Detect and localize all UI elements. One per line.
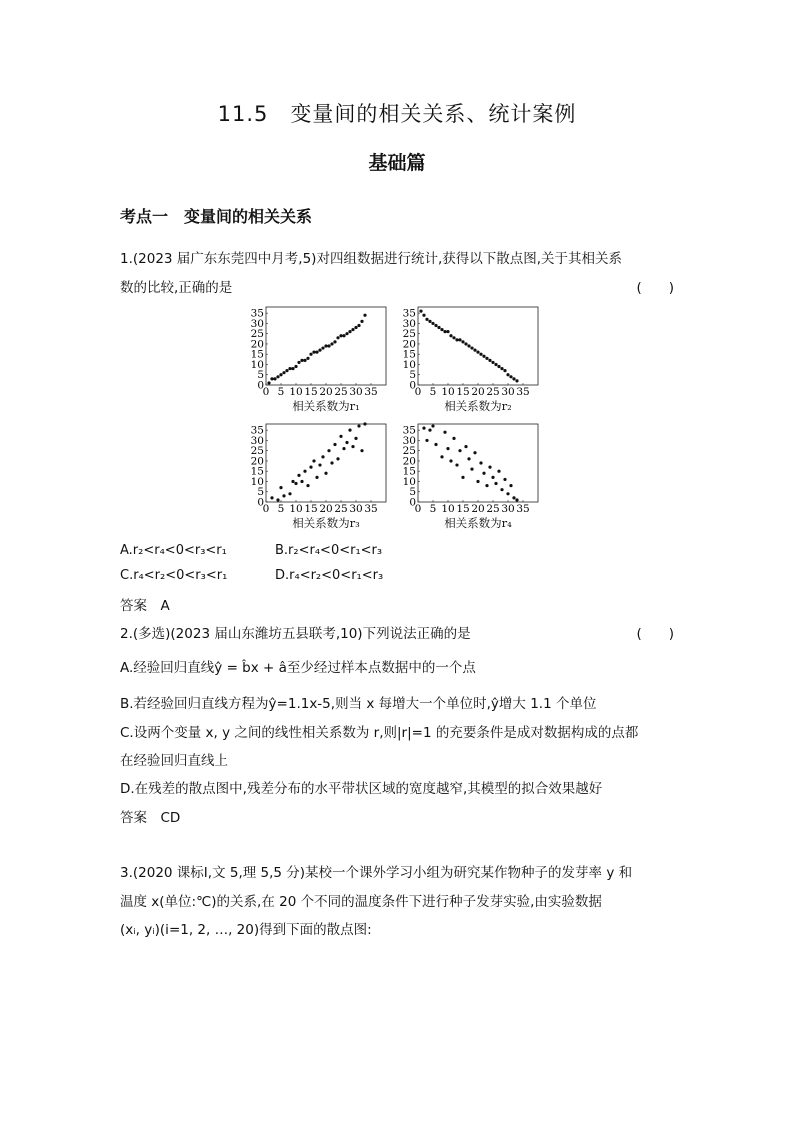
y-tick-label: 30 bbox=[402, 434, 416, 447]
y-tick-label: 15 bbox=[402, 465, 416, 478]
x-tick-label: 5 bbox=[277, 503, 285, 515]
data-point bbox=[321, 455, 324, 458]
data-point bbox=[503, 478, 506, 481]
data-point bbox=[276, 498, 279, 501]
data-point bbox=[437, 326, 440, 329]
data-point bbox=[270, 377, 273, 380]
q1-option-b: B.r₂<r₄<0<r₁<r₃ bbox=[275, 543, 383, 558]
data-point bbox=[506, 373, 509, 376]
y-tick-label: 10 bbox=[402, 475, 416, 488]
caption-r1: 相关系数为r₁ bbox=[292, 399, 360, 413]
q1-option-a: A.r₂<r₄<0<r₃<r₁ bbox=[120, 543, 227, 558]
x-tick-label: 30 bbox=[349, 503, 363, 515]
data-point bbox=[440, 328, 443, 331]
data-point bbox=[494, 363, 497, 366]
data-point bbox=[363, 314, 366, 317]
y-tick-label: 15 bbox=[402, 348, 416, 361]
data-point bbox=[461, 476, 464, 479]
data-point bbox=[333, 340, 336, 343]
q1-stem-line2: 数的比较,正确的是 bbox=[120, 280, 233, 296]
data-point bbox=[425, 439, 428, 442]
data-point bbox=[327, 449, 330, 452]
q3-line1: 3.(2020 课标Ⅰ,文 5,理 5,5 分)某校一个课外学习小组为研究某作物种子的发芽率 y 和 bbox=[120, 865, 633, 881]
y-tick-label: 10 bbox=[402, 358, 416, 371]
data-point bbox=[312, 351, 315, 354]
data-point bbox=[470, 468, 473, 471]
data-point bbox=[509, 484, 512, 487]
data-point bbox=[360, 449, 363, 452]
x-tick-label: 0 bbox=[262, 503, 270, 515]
q2-option-c-line1: C.设两个变量 x, y 之间的线性相关系数为 r,则|r|=1 的充要条件是成对数据构成的点都 bbox=[120, 725, 639, 741]
data-point bbox=[273, 377, 276, 380]
data-point bbox=[345, 332, 348, 335]
data-point bbox=[434, 443, 437, 446]
data-point bbox=[327, 344, 330, 347]
data-point bbox=[276, 375, 279, 378]
data-point bbox=[303, 359, 306, 362]
x-tick-label: 15 bbox=[456, 386, 470, 398]
data-point bbox=[485, 357, 488, 360]
data-point bbox=[279, 373, 282, 376]
data-point bbox=[294, 365, 297, 368]
data-point bbox=[488, 359, 491, 362]
plot-frame bbox=[266, 424, 386, 502]
data-point bbox=[282, 371, 285, 374]
data-point bbox=[467, 344, 470, 347]
x-tick-label: 20 bbox=[471, 386, 485, 398]
x-tick-label: 25 bbox=[334, 386, 348, 398]
y-tick-label: 30 bbox=[402, 317, 416, 330]
data-point bbox=[279, 486, 282, 489]
data-point bbox=[431, 322, 434, 325]
data-point bbox=[512, 377, 515, 380]
data-point bbox=[473, 451, 476, 454]
scatter-svg-4 bbox=[402, 424, 538, 515]
q1-option-c: C.r₄<r₂<0<r₃<r₁ bbox=[120, 568, 228, 583]
data-point bbox=[330, 342, 333, 345]
x-tick-label: 30 bbox=[501, 386, 515, 398]
y-tick-label: 5 bbox=[257, 369, 264, 382]
scatter-plot-r3 bbox=[250, 424, 386, 515]
data-point bbox=[282, 494, 285, 497]
data-point bbox=[446, 447, 449, 450]
data-point bbox=[309, 466, 312, 469]
y-tick-label: 0 bbox=[409, 379, 416, 392]
y-tick-label: 0 bbox=[257, 379, 264, 392]
data-point bbox=[351, 445, 354, 448]
q2-option-c-line2: 在经验回归直线上 bbox=[120, 753, 228, 769]
data-point bbox=[339, 435, 342, 438]
caption-r4: 相关系数为r₄ bbox=[444, 516, 512, 530]
y-tick-label: 35 bbox=[250, 424, 264, 437]
x-tick-label: 30 bbox=[349, 386, 363, 398]
data-point bbox=[342, 447, 345, 450]
data-point bbox=[297, 474, 300, 477]
q2-stem: 2.(多选)(2023 届山东潍坊五县联考,10)下列说法正确的是 bbox=[120, 626, 471, 642]
y-tick-label: 5 bbox=[257, 486, 264, 499]
data-point bbox=[422, 314, 425, 317]
data-point bbox=[503, 369, 506, 372]
data-point bbox=[476, 480, 479, 483]
y-tick-label: 5 bbox=[409, 486, 416, 499]
data-point bbox=[309, 353, 312, 356]
y-tick-label: 10 bbox=[250, 475, 264, 488]
y-tick-label: 20 bbox=[402, 455, 416, 468]
data-point bbox=[336, 457, 339, 460]
data-point bbox=[348, 429, 351, 432]
scatter-plot-r2 bbox=[402, 307, 538, 398]
data-point bbox=[419, 310, 422, 313]
x-tick-label: 5 bbox=[277, 386, 285, 398]
y-tick-label: 20 bbox=[250, 455, 264, 468]
data-point bbox=[333, 443, 336, 446]
x-tick-label: 25 bbox=[486, 503, 500, 515]
data-point bbox=[449, 459, 452, 462]
y-tick-label: 25 bbox=[250, 445, 264, 458]
x-tick-label: 20 bbox=[319, 386, 333, 398]
data-point bbox=[464, 445, 467, 448]
scatter-plot-r1 bbox=[250, 307, 386, 398]
data-point bbox=[300, 359, 303, 362]
data-point bbox=[363, 422, 366, 425]
data-point bbox=[458, 338, 461, 341]
x-tick-label: 20 bbox=[471, 503, 485, 515]
x-tick-label: 35 bbox=[364, 386, 378, 398]
y-tick-label: 15 bbox=[250, 348, 264, 361]
x-tick-label: 10 bbox=[289, 386, 303, 398]
data-point bbox=[285, 369, 288, 372]
data-point bbox=[303, 470, 306, 473]
data-point bbox=[449, 334, 452, 337]
data-point bbox=[348, 330, 351, 333]
data-point bbox=[351, 328, 354, 331]
data-point bbox=[428, 320, 431, 323]
y-tick-label: 30 bbox=[250, 434, 264, 447]
data-point bbox=[479, 353, 482, 356]
q2-option-b: B.若经验回归直线方程为ŷ=1.1x-5,则当 x 每增大一个单位时,ŷ增大 1.1 个单位 bbox=[120, 696, 597, 712]
data-point bbox=[497, 365, 500, 368]
y-tick-label: 25 bbox=[250, 328, 264, 341]
y-tick-label: 15 bbox=[250, 465, 264, 478]
plot-frame bbox=[418, 307, 538, 385]
data-point bbox=[422, 427, 425, 430]
x-tick-label: 0 bbox=[414, 386, 422, 398]
q1-answer-paren: ( ) bbox=[636, 280, 674, 296]
data-point bbox=[488, 466, 491, 469]
data-point bbox=[321, 346, 324, 349]
data-point bbox=[446, 330, 449, 333]
y-tick-label: 30 bbox=[250, 317, 264, 330]
data-point bbox=[330, 461, 333, 464]
y-tick-label: 35 bbox=[250, 307, 264, 320]
y-tick-label: 5 bbox=[409, 369, 416, 382]
data-point bbox=[452, 437, 455, 440]
y-tick-label: 20 bbox=[402, 338, 416, 351]
data-point bbox=[500, 367, 503, 370]
data-point bbox=[288, 492, 291, 495]
x-tick-label: 10 bbox=[289, 503, 303, 515]
x-tick-label: 25 bbox=[486, 386, 500, 398]
data-point bbox=[512, 496, 515, 499]
data-point bbox=[500, 488, 503, 491]
q1-option-d: D.r₄<r₂<0<r₁<r₃ bbox=[275, 568, 384, 583]
data-point bbox=[455, 463, 458, 466]
y-tick-label: 25 bbox=[402, 445, 416, 458]
y-tick-label: 0 bbox=[409, 496, 416, 509]
section-heading: 考点一 变量间的相关关系 bbox=[120, 207, 313, 226]
data-point bbox=[291, 480, 294, 483]
data-point bbox=[306, 357, 309, 360]
data-point bbox=[482, 472, 485, 475]
data-point bbox=[509, 375, 512, 378]
data-point bbox=[452, 336, 455, 339]
x-tick-label: 25 bbox=[334, 503, 348, 515]
data-point bbox=[357, 324, 360, 327]
y-tick-label: 35 bbox=[402, 424, 416, 437]
data-point bbox=[306, 484, 309, 487]
data-point bbox=[336, 336, 339, 339]
x-tick-label: 15 bbox=[304, 386, 318, 398]
data-point bbox=[360, 320, 363, 323]
data-point bbox=[312, 459, 315, 462]
data-point bbox=[482, 355, 485, 358]
x-tick-label: 35 bbox=[516, 386, 530, 398]
data-point bbox=[491, 361, 494, 364]
page-title: 11.5 变量间的相关关系、统计案例 bbox=[217, 102, 577, 126]
data-point bbox=[473, 349, 476, 352]
data-point bbox=[440, 455, 443, 458]
x-tick-label: 20 bbox=[319, 503, 333, 515]
data-point bbox=[345, 441, 348, 444]
data-point bbox=[270, 496, 273, 499]
caption-r2: 相关系数为r₂ bbox=[444, 399, 512, 413]
x-tick-label: 0 bbox=[414, 503, 422, 515]
data-point bbox=[357, 424, 360, 427]
x-tick-label: 15 bbox=[304, 503, 318, 515]
data-point bbox=[434, 324, 437, 327]
q2-option-d: D.在残差的散点图中,残差分布的水平带状区域的宽度越窄,其模型的拟合效果越好 bbox=[120, 781, 603, 797]
q2-option-a: A.经验回归直线ŷ = b̂x + â至少经过样本点数据中的一个点 bbox=[120, 660, 476, 676]
x-tick-label: 35 bbox=[364, 503, 378, 515]
data-point bbox=[354, 437, 357, 440]
data-point bbox=[291, 367, 294, 370]
data-point bbox=[315, 351, 318, 354]
data-point bbox=[428, 429, 431, 432]
caption-r3: 相关系数为r₃ bbox=[292, 516, 360, 530]
q3-line3: (xᵢ, yᵢ)(i=1, 2, …, 20)得到下面的散点图: bbox=[120, 922, 372, 938]
data-point bbox=[297, 361, 300, 364]
data-point bbox=[506, 492, 509, 495]
x-tick-label: 5 bbox=[429, 503, 437, 515]
data-point bbox=[431, 424, 434, 427]
x-tick-label: 10 bbox=[441, 503, 455, 515]
q1-stem-line1: 1.(2023 届广东东莞四中月考,5)对四组数据进行统计,获得以下散点图,关于其相关系 bbox=[120, 251, 623, 267]
data-point bbox=[455, 338, 458, 341]
scatter-svg-1 bbox=[250, 307, 386, 398]
data-point bbox=[476, 351, 479, 354]
q1-answer: 答案 A bbox=[120, 598, 170, 614]
data-point bbox=[464, 342, 467, 345]
data-point bbox=[458, 449, 461, 452]
q2-answer: 答案 CD bbox=[120, 810, 181, 826]
data-point bbox=[515, 379, 518, 382]
data-point bbox=[294, 482, 297, 485]
data-point bbox=[288, 367, 291, 370]
data-point bbox=[470, 346, 473, 349]
data-point bbox=[339, 334, 342, 337]
data-point bbox=[497, 470, 500, 473]
scatter-svg-2 bbox=[402, 307, 538, 398]
scatter-svg-3 bbox=[250, 424, 386, 515]
data-point bbox=[324, 472, 327, 475]
page-subtitle: 基础篇 bbox=[368, 152, 426, 174]
data-point bbox=[443, 431, 446, 434]
q3-line2: 温度 x(单位:℃)的关系,在 20 个不同的温度条件下进行种子发芽实验,由实验数据 bbox=[120, 894, 602, 910]
data-point bbox=[315, 476, 318, 479]
data-point bbox=[461, 340, 464, 343]
data-point bbox=[425, 318, 428, 321]
x-tick-label: 0 bbox=[262, 386, 270, 398]
x-tick-label: 30 bbox=[501, 503, 515, 515]
plot-frame bbox=[418, 424, 538, 502]
data-point bbox=[491, 476, 494, 479]
scatter-plot-r4 bbox=[402, 424, 538, 515]
data-point bbox=[300, 480, 303, 483]
data-point bbox=[354, 326, 357, 329]
data-point bbox=[318, 349, 321, 352]
data-point bbox=[342, 334, 345, 337]
x-tick-label: 35 bbox=[516, 503, 530, 515]
q2-answer-paren: ( ) bbox=[636, 626, 674, 642]
data-point bbox=[318, 463, 321, 466]
data-point bbox=[443, 330, 446, 333]
data-point bbox=[467, 457, 470, 460]
y-tick-label: 25 bbox=[402, 328, 416, 341]
data-point bbox=[515, 498, 518, 501]
x-tick-label: 5 bbox=[429, 386, 437, 398]
data-point bbox=[494, 482, 497, 485]
x-tick-label: 15 bbox=[456, 503, 470, 515]
data-point bbox=[324, 344, 327, 347]
data-point bbox=[267, 381, 270, 384]
data-point bbox=[479, 461, 482, 464]
y-tick-label: 35 bbox=[402, 307, 416, 320]
data-point bbox=[485, 484, 488, 487]
x-tick-label: 10 bbox=[441, 386, 455, 398]
y-tick-label: 20 bbox=[250, 338, 264, 351]
y-tick-label: 0 bbox=[257, 496, 264, 509]
y-tick-label: 10 bbox=[250, 358, 264, 371]
